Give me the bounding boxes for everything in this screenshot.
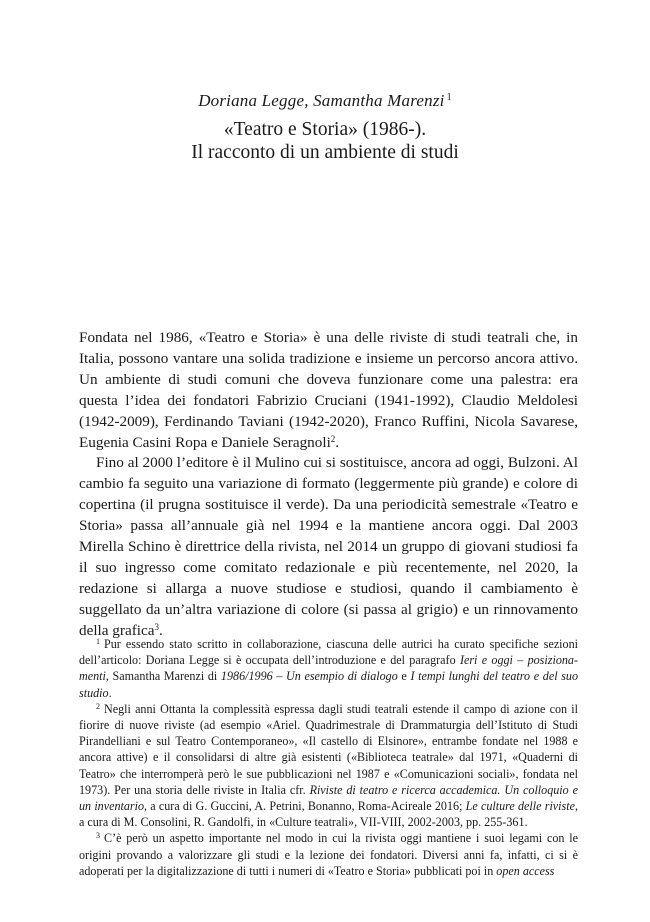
footnote-ref[interactable]: 1	[446, 92, 452, 103]
footnote-text-italic: open access	[496, 863, 555, 878]
article-authors	[0, 86, 650, 113]
footnote-text: .	[108, 685, 112, 700]
footnote-text: , a cura di M. Consolini, R. Gandolfi, in «Culture teatrali», VII-VIII, 2002-2003, pp. 255-361.	[79, 799, 578, 830]
footnote-text: , a cura di G. Guccini, A. Petrini, Bonanno, Roma-Acireale 2016;	[144, 799, 466, 814]
footnote-text-italic: 1986/1996 – Un esempio di dialogo	[220, 669, 398, 684]
footnote-ref[interactable]: 2	[330, 433, 336, 444]
authors-text: Doriana Legge, Samantha Marenzi	[198, 91, 445, 110]
title-line: Il racconto di un ambiente di studi	[191, 142, 459, 163]
footnote	[79, 830, 578, 879]
footnotes	[79, 636, 578, 879]
title-line: «Teatro e Storia» (1986-).	[223, 119, 427, 140]
article-body	[79, 328, 578, 642]
footnote-number: 2	[96, 701, 100, 711]
footnote	[79, 701, 578, 831]
footnote-text: Pur essendo stato scritto in collaborazione, ciascuna delle autrici ha curato specifiche sezioni dell’articolo: Doriana Legge si è occupata dell’introduzione e del paragrafo	[79, 637, 578, 668]
footnote	[79, 636, 578, 701]
footnote-text: , Samantha Marenzi di	[105, 669, 221, 684]
footnote-text-italic: I tempi lunghi del teatro e del suo studio	[79, 669, 579, 700]
footnote-text-italic: Ieri e oggi – posizionamenti	[79, 653, 578, 684]
body-paragraph	[79, 328, 578, 453]
article-title	[0, 118, 650, 164]
footnote-text: C’è però un aspetto importante nel modo in cui la rivista oggi mantiene i suoi legami con le origini provando a valorizzare gli studi e la lezione dei fondatori. Diversi anni fa, infatti, ci si è adoperati per la digitalizzazione di tutti i numeri di «Teatro e Storia» pubblicati poi in	[79, 831, 578, 878]
footnote-number: 1	[96, 637, 100, 646]
footnote-number: 3	[96, 831, 100, 841]
footnote-text: Negli anni Ottanta la complessità espressa dagli studi teatrali estende il campo di azione con il fiorire di nuove riviste (ad esempio «Ariel. Quadrimestrale di Drammaturgia dell’Istituto di Studi Pirandelliani e sul Teatro Contemporaneo», «Il castello di Elsinore», entrambe fondate nel 1988 e ancora attive) e il consolidarsi di altre già esistenti («Biblioteca teatrale» dal 1971, «Quaderni di Teatro» che interromperà però le sue pubblicazioni nel 1987 e «Comunicazioni sociali», fondata nel 1973). Per una storia delle riviste in Italia cfr.	[79, 701, 578, 797]
footnote-text: e	[397, 669, 411, 684]
footnote-text-italic: Le culture delle riviste	[465, 799, 575, 814]
paragraph-text: Fondata nel 1986, «Teatro e Storia» è una delle riviste di studi teatrali che, in Italia, possono vantare una solida tradizione e insieme un percorso ancora attivo. Un ambiente di studi comuni che doveva funzionare come una palestra: era questa l’idea dei fondatori Fabrizio Cruciani (1941-1992), Claudio Meldolesi (1942-2009), Ferdinando Taviani (1942-2020), Franco Ruffini, Nicola Savarese, Eugenia Casini Ropa e Daniele Seragnoli	[79, 329, 578, 451]
footnote-text-italic: Riviste di teatro e ricerca accademica. Un colloquio e un inventario	[79, 782, 578, 814]
footnote-ref[interactable]: 3	[154, 621, 159, 632]
body-paragraph	[79, 453, 578, 641]
article-header	[0, 86, 650, 164]
paragraph-text: .	[158, 621, 163, 639]
paragraph-text: .	[335, 433, 340, 451]
paragraph-text: Fino al 2000 l’editore è il Mulino cui si sostituisce, ancora ad oggi, Bulzoni. Al cambio fa seguito una variazione di formato (leggermente più grande) e colore di copertina (il prugna sostituisce il verde). Da una periodicità semestrale «Teatro e Storia» passa all’annuale già nel 1994 e la mantiene ancora oggi. Dal 2003 Mirella Schino è direttrice della rivista, nel 2014 un gruppo di giovani studiosi fa il suo ingresso come comitato redazionale e più recentemente, nel 2020, la redazione si allarga a nuove studiose e studiosi, quando il cambiamento è suggellato da un’altra variazione di colore (si passa al grigio) e un rinnovamento della grafica	[79, 454, 578, 639]
